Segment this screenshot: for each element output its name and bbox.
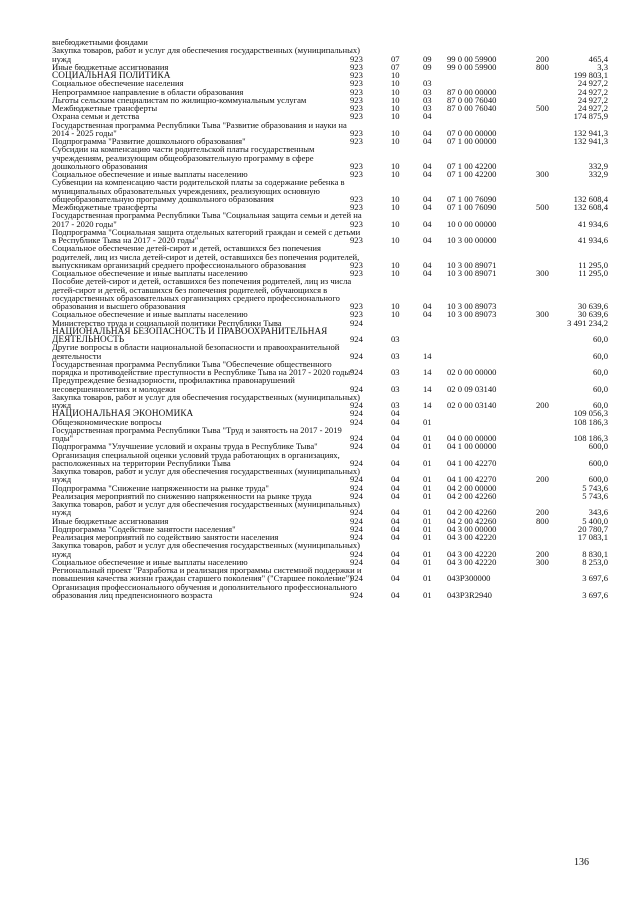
row-name: Иные бюджетные ассигнования bbox=[52, 515, 169, 526]
row-name: Закупка товаров, работ и услуг для обеспечения государственных (муниципальных) нужд bbox=[52, 540, 360, 559]
ministry-code: 923 bbox=[350, 111, 363, 122]
row-amount: 60,0 bbox=[592, 334, 608, 344]
target-article-code: 04 2 00 42260 bbox=[447, 490, 497, 501]
subsection-code: 14 bbox=[423, 367, 432, 377]
ministry-code: 924 bbox=[350, 507, 363, 518]
ministry-code: 923 bbox=[350, 218, 363, 229]
row-amount: 60,0 bbox=[592, 383, 608, 394]
ministry-code: 923 bbox=[350, 70, 363, 80]
target-article-code: 07 1 00 76090 bbox=[447, 202, 497, 212]
ministry-code: 923 bbox=[350, 169, 363, 179]
section-code: 10 bbox=[391, 235, 400, 245]
ministry-code: 923 bbox=[350, 202, 363, 212]
target-article-code: 04 1 00 00000 bbox=[447, 441, 497, 452]
row-amount: 5 743,6 bbox=[582, 490, 608, 501]
target-article-code: 04 2 00 42260 bbox=[447, 507, 497, 518]
ministry-code: 923 bbox=[350, 301, 363, 311]
target-article-code: 04 1 00 42270 bbox=[447, 457, 497, 468]
row-name: Субсидии на компенсацию части родительской платы государственным учреждениям, реализующим общеобразовательную программу в сфере дошкольного образования bbox=[52, 144, 315, 171]
row-amount: 60,0 bbox=[592, 350, 608, 361]
expense-type-code: 200 bbox=[536, 53, 549, 64]
section-code: 04 bbox=[391, 589, 400, 600]
section-code: 03 bbox=[391, 367, 400, 377]
target-article-code: 10 3 00 89073 bbox=[447, 301, 497, 311]
table-row bbox=[0, 211, 640, 228]
target-article-code: 10 3 00 89073 bbox=[447, 309, 497, 320]
expense-type-code: 800 bbox=[536, 61, 549, 72]
row-name: Государственная программа Республики Тыва "Социальная защита семьи и детей на 2017 - 2020 годы" bbox=[52, 210, 362, 229]
target-article-code: 07 0 00 00000 bbox=[447, 127, 497, 138]
row-amount: 17 083,1 bbox=[577, 532, 608, 542]
subsection-code: 03 bbox=[423, 103, 432, 113]
section-code: 04 bbox=[391, 457, 400, 468]
section-code: 10 bbox=[391, 94, 400, 105]
ministry-code: 924 bbox=[350, 408, 363, 419]
target-article-code: 07 1 00 42200 bbox=[447, 160, 497, 171]
ministry-code: 923 bbox=[350, 127, 363, 138]
target-article-code: 99 0 00 59900 bbox=[447, 61, 497, 72]
ministry-code: 924 bbox=[350, 523, 363, 534]
row-amount: 343,6 bbox=[588, 507, 608, 518]
table-row bbox=[0, 228, 640, 245]
row-amount: 24 927,2 bbox=[577, 86, 608, 97]
section-code: 07 bbox=[391, 61, 400, 72]
subsection-code: 04 bbox=[423, 193, 432, 204]
row-name: Социальное обеспечение и иные выплаты населению bbox=[52, 556, 248, 567]
target-article-code: 04 0 00 00000 bbox=[447, 433, 497, 443]
row-amount: 3,3 bbox=[597, 61, 608, 72]
target-article-code: 10 0 00 00000 bbox=[447, 218, 497, 229]
table-row bbox=[0, 500, 640, 517]
ministry-code: 924 bbox=[350, 573, 363, 584]
ministry-code: 924 bbox=[350, 367, 363, 377]
subsection-code: 03 bbox=[423, 86, 432, 97]
table-row bbox=[0, 145, 640, 170]
section-code: 04 bbox=[391, 515, 400, 526]
subsection-code: 01 bbox=[423, 416, 432, 427]
row-amount: 3 491 234,2 bbox=[567, 317, 608, 328]
row-amount: 3 697,6 bbox=[582, 589, 608, 600]
row-name: Другие вопросы в области национальной безопасности и правоохранительной деятельности bbox=[52, 342, 340, 361]
table-row bbox=[0, 343, 640, 360]
section-code: 10 bbox=[391, 202, 400, 212]
ministry-code: 923 bbox=[350, 235, 363, 245]
row-amount: 465,4 bbox=[588, 53, 608, 64]
row-amount: 199 803,1 bbox=[573, 70, 608, 80]
row-name: Льготы сельским специалистам по жилищно-коммунальным услугам bbox=[52, 94, 307, 105]
row-name: Подпрограмма "Улучшение условий и охраны труда в Республике Тыва" bbox=[52, 441, 318, 452]
section-code: 04 bbox=[391, 523, 400, 534]
target-article-code: 02 0 09 03140 bbox=[447, 383, 497, 394]
expense-type-code: 200 bbox=[536, 548, 549, 559]
expense-type-code: 200 bbox=[536, 507, 549, 518]
row-amount: 5 400,0 bbox=[582, 515, 608, 526]
section-code: 10 bbox=[391, 78, 400, 89]
subsection-code: 04 bbox=[423, 111, 432, 122]
subsection-code: 09 bbox=[423, 53, 432, 64]
row-name: Охрана семьи и детства bbox=[52, 111, 140, 122]
ministry-code: 924 bbox=[350, 457, 363, 468]
ministry-code: 924 bbox=[350, 532, 363, 542]
row-amount: 8 830,1 bbox=[582, 548, 608, 559]
row-amount: 24 927,2 bbox=[577, 78, 608, 89]
row-name: Общеэкономические вопросы bbox=[52, 416, 162, 427]
row-amount: 600,0 bbox=[588, 441, 608, 452]
row-amount: 132 941,3 bbox=[573, 127, 608, 138]
section-code: 10 bbox=[391, 127, 400, 138]
section-code: 10 bbox=[391, 160, 400, 171]
section-code: 03 bbox=[391, 383, 400, 394]
expense-type-code: 300 bbox=[536, 556, 549, 567]
subsection-code: 01 bbox=[423, 573, 432, 584]
row-amount: 132 608,4 bbox=[573, 193, 608, 204]
section-code: 10 bbox=[391, 169, 400, 179]
section-code: 04 bbox=[391, 416, 400, 427]
row-amount: 174 875,9 bbox=[573, 111, 608, 122]
subsection-code: 01 bbox=[423, 507, 432, 518]
section-code: 10 bbox=[391, 259, 400, 270]
row-amount: 24 927,2 bbox=[577, 103, 608, 113]
row-name: Подпрограмма "Социальная защита отдельных категорий граждан и семей с детьми в Республике Тыва на 2017 - 2020 годы" bbox=[52, 226, 361, 245]
target-article-code: 99 0 00 59900 bbox=[447, 53, 497, 64]
subsection-code: 01 bbox=[423, 474, 432, 485]
subsection-code: 14 bbox=[423, 383, 432, 394]
subsection-code: 14 bbox=[423, 400, 432, 410]
row-amount: 41 934,6 bbox=[577, 235, 608, 245]
section-code: 10 bbox=[391, 86, 400, 97]
row-amount: 30 639,6 bbox=[577, 309, 608, 320]
target-article-code: 07 1 00 42200 bbox=[447, 169, 497, 179]
expense-type-code: 300 bbox=[536, 268, 549, 278]
subsection-code: 04 bbox=[423, 202, 432, 212]
ministry-code: 924 bbox=[350, 441, 363, 452]
section-code: 04 bbox=[391, 408, 400, 419]
target-article-code: 10 3 00 00000 bbox=[447, 235, 497, 245]
row-amount: 20 780,7 bbox=[577, 523, 608, 534]
target-article-code: 04 3 00 00000 bbox=[447, 523, 497, 534]
expense-type-code: 200 bbox=[536, 474, 549, 485]
table-row bbox=[0, 178, 640, 203]
target-article-code: 02 0 00 03140 bbox=[447, 400, 497, 410]
target-article-code: 02 0 00 00000 bbox=[447, 367, 497, 377]
expense-type-code: 500 bbox=[536, 103, 549, 113]
subsection-code: 03 bbox=[423, 78, 432, 89]
section-code: 10 bbox=[391, 193, 400, 204]
subsection-code: 01 bbox=[423, 441, 432, 452]
subsection-code: 01 bbox=[423, 433, 432, 443]
row-name: внебюджетными фондами bbox=[52, 37, 148, 47]
ministry-code: 924 bbox=[350, 515, 363, 526]
page-number: 136 bbox=[574, 857, 589, 868]
subsection-code: 01 bbox=[423, 556, 432, 567]
expense-type-code: 800 bbox=[536, 515, 549, 526]
ministry-code: 924 bbox=[350, 548, 363, 559]
ministry-code: 923 bbox=[350, 94, 363, 105]
section-code: 04 bbox=[391, 482, 400, 493]
subsection-code: 01 bbox=[423, 482, 432, 493]
section-code: 04 bbox=[391, 556, 400, 567]
section-code: 10 bbox=[391, 111, 400, 122]
subsection-code: 04 bbox=[423, 259, 432, 270]
section-code: 04 bbox=[391, 573, 400, 584]
section-code: 10 bbox=[391, 218, 400, 229]
table-row bbox=[0, 121, 640, 138]
row-name: Государственная программа Республики Тыва "Труд и занятость на 2017 - 2019 годы" bbox=[52, 424, 342, 443]
row-amount: 5 743,6 bbox=[582, 482, 608, 493]
subsection-code: 03 bbox=[423, 94, 432, 105]
row-amount: 11 295,0 bbox=[578, 268, 608, 278]
subsection-code: 04 bbox=[423, 301, 432, 311]
table-row bbox=[0, 244, 640, 269]
section-code: 04 bbox=[391, 548, 400, 559]
row-name: Подпрограмма "Содействие занятости населения" bbox=[52, 523, 236, 534]
table-row bbox=[0, 277, 640, 310]
target-article-code: 07 1 00 00000 bbox=[447, 136, 497, 146]
row-amount: 41 934,6 bbox=[577, 218, 608, 229]
row-name: Закупка товаров, работ и услуг для обеспечения государственных (муниципальных) нужд bbox=[52, 391, 360, 410]
ministry-code: 923 bbox=[350, 193, 363, 204]
ministry-code: 923 bbox=[350, 160, 363, 171]
row-amount: 8 253,0 bbox=[582, 556, 608, 567]
budget-table bbox=[0, 38, 640, 599]
row-name: Региональный проект "Разработка и реализация программы системной поддержки и повышения качества жизни граждан старшего поколения" ("Старшее поколение") bbox=[52, 565, 362, 584]
table-row bbox=[0, 541, 640, 558]
ministry-code: 924 bbox=[350, 383, 363, 394]
table-row bbox=[0, 467, 640, 484]
row-name: Социальное обеспечение и иные выплаты населению bbox=[52, 169, 248, 179]
subsection-code: 04 bbox=[423, 169, 432, 179]
row-name: Государственная программа Республики Тыва "Обеспечение общественного порядка и противодействие преступности в Республике Тыва на 2017 - 2020 годы" bbox=[52, 358, 354, 377]
subsection-code: 04 bbox=[423, 127, 432, 138]
row-name: Социальное обеспечение и иные выплаты населению bbox=[52, 268, 248, 278]
expense-type-code: 300 bbox=[536, 169, 549, 179]
row-name: Социальное обеспечение детей-сирот и детей, оставшихся без попечения родителей, лиц из числа детей-сирот и детей, оставшихся без попечения родителей, выпускникам организаций среднего профессионального образования bbox=[52, 243, 360, 270]
row-name: Социальное обеспечение и иные выплаты населению bbox=[52, 309, 248, 320]
subsection-code: 14 bbox=[423, 350, 432, 361]
ministry-code: 924 bbox=[350, 317, 363, 328]
expense-type-code: 200 bbox=[536, 400, 549, 410]
row-amount: 600,0 bbox=[588, 474, 608, 485]
subsection-code: 01 bbox=[423, 515, 432, 526]
row-amount: 60,0 bbox=[592, 400, 608, 410]
subsection-code: 01 bbox=[423, 457, 432, 468]
section-code: 03 bbox=[391, 350, 400, 361]
ministry-code: 923 bbox=[350, 86, 363, 97]
row-name: Закупка товаров, работ и услуг для обеспечения государственных (муниципальных) нужд bbox=[52, 466, 360, 485]
ministry-code: 923 bbox=[350, 268, 363, 278]
row-name: Государственная программа Республики Тыва "Развитие образования и науки на 2014 - 2025 годы" bbox=[52, 119, 347, 138]
table-row bbox=[0, 566, 640, 583]
row-name: НАЦИОНАЛЬНАЯ ЭКОНОМИКА bbox=[52, 408, 194, 419]
table-row bbox=[0, 451, 640, 468]
ministry-code: 924 bbox=[350, 433, 363, 443]
section-code: 03 bbox=[391, 334, 400, 344]
ministry-code: 924 bbox=[350, 490, 363, 501]
row-name: Реализация мероприятий по содействию занятости населения bbox=[52, 532, 279, 542]
row-amount: 600,0 bbox=[588, 457, 608, 468]
row-amount: 132 608,4 bbox=[573, 202, 608, 212]
row-name: Предупреждение безнадзорности, профилактика правонарушений несовершеннолетних и молодежи bbox=[52, 375, 295, 394]
row-name: СОЦИАЛЬНАЯ ПОЛИТИКА bbox=[52, 70, 171, 80]
ministry-code: 923 bbox=[350, 259, 363, 270]
table-row bbox=[0, 360, 640, 377]
row-name: Межбюджетные трансферты bbox=[52, 103, 158, 113]
row-name: Организация профессионального обучения и дополнительного профессионального образования лиц предпенсионного возраста bbox=[52, 581, 357, 600]
subsection-code: 04 bbox=[423, 136, 432, 146]
row-amount: 109 056,3 bbox=[573, 408, 608, 419]
target-article-code: 04 3 00 42220 bbox=[447, 548, 497, 559]
row-amount: 24 927,2 bbox=[577, 94, 608, 105]
section-code: 04 bbox=[391, 433, 400, 443]
row-name: Иные бюджетные ассигнования bbox=[52, 61, 169, 72]
row-name: Межбюджетные трансферты bbox=[52, 202, 158, 212]
row-name: Закупка товаров, работ и услуг для обеспечения государственных (муниципальных) нужд bbox=[52, 45, 360, 64]
ministry-code: 924 bbox=[350, 589, 363, 600]
row-name: Реализация мероприятий по снижению напряженности на рынке труда bbox=[52, 490, 312, 501]
section-code: 04 bbox=[391, 532, 400, 542]
subsection-code: 01 bbox=[423, 589, 432, 600]
section-code: 10 bbox=[391, 70, 400, 80]
row-amount: 30 639,6 bbox=[577, 301, 608, 311]
ministry-code: 923 bbox=[350, 309, 363, 320]
section-code: 04 bbox=[391, 490, 400, 501]
target-article-code: 10 3 00 89071 bbox=[447, 268, 497, 278]
ministry-code: 923 bbox=[350, 78, 363, 89]
row-name: Подпрограмма "Развитие дошкольного образования" bbox=[52, 136, 246, 146]
expense-type-code: 500 bbox=[536, 202, 549, 212]
target-article-code: 04 3 00 42220 bbox=[447, 532, 497, 542]
row-amount: 108 186,3 bbox=[573, 416, 608, 427]
ministry-code: 924 bbox=[350, 334, 363, 344]
row-name: Подпрограмма "Снижение напряженности на рынке труда" bbox=[52, 482, 269, 493]
ministry-code: 924 bbox=[350, 482, 363, 493]
row-name: Министерство труда и социальной политики Республики Тыва bbox=[52, 317, 282, 328]
section-code: 10 bbox=[391, 301, 400, 311]
row-name: Непрограммное направление в области образования bbox=[52, 86, 244, 97]
target-article-code: 87 0 00 76040 bbox=[447, 94, 497, 105]
ministry-code: 923 bbox=[350, 61, 363, 72]
row-name: НАЦИОНАЛЬНАЯ БЕЗОПАСНОСТЬ И ПРАВООХРАНИТЕЛЬНАЯ ДЕЯТЕЛЬНОСТЬ bbox=[52, 325, 328, 344]
subsection-code: 01 bbox=[423, 532, 432, 542]
row-amount: 332,9 bbox=[588, 169, 608, 179]
row-name: Субвенции на компенсацию части родительской платы за содержание ребенка в муниципальных образовательных учреждениях, реализующих основную общеобразовательную программу дошкольного образования bbox=[52, 177, 345, 204]
subsection-code: 01 bbox=[423, 548, 432, 559]
row-name: Организация специальной оценки условий труда работающих в организациях, расположенных на территории Республики Тыва bbox=[52, 449, 340, 468]
target-article-code: 07 1 00 76090 bbox=[447, 193, 497, 204]
target-article-code: 04 1 00 42270 bbox=[447, 474, 497, 485]
row-amount: 132 941,3 bbox=[573, 136, 608, 146]
target-article-code: 043P3R2940 bbox=[447, 589, 492, 600]
row-name: Закупка товаров, работ и услуг для обеспечения государственных (муниципальных) нужд bbox=[52, 499, 360, 518]
table-row bbox=[0, 393, 640, 410]
table-row bbox=[0, 583, 640, 600]
ministry-code: 924 bbox=[350, 400, 363, 410]
subsection-code: 01 bbox=[423, 490, 432, 501]
ministry-code: 924 bbox=[350, 474, 363, 485]
section-code: 10 bbox=[391, 103, 400, 113]
row-amount: 3 697,6 bbox=[582, 573, 608, 584]
subsection-code: 09 bbox=[423, 61, 432, 72]
ministry-code: 923 bbox=[350, 136, 363, 146]
target-article-code: 04 3 00 42220 bbox=[447, 556, 497, 567]
row-amount: 60,0 bbox=[592, 367, 608, 377]
target-article-code: 04 2 00 00000 bbox=[447, 482, 497, 493]
section-code: 04 bbox=[391, 507, 400, 518]
section-code: 04 bbox=[391, 441, 400, 452]
row-name: Социальное обеспечение населения bbox=[52, 78, 184, 89]
subsection-code: 04 bbox=[423, 268, 432, 278]
section-code: 04 bbox=[391, 474, 400, 485]
row-name: Пособие детей-сирот и детей, оставшихся без попечения родителей, лиц из числа детей-сирот и детей, оставшихся без попечения родителей, обучающихся в государственных образовательных организациях среднего профессионального образования и высшего образования bbox=[52, 276, 352, 311]
subsection-code: 04 bbox=[423, 309, 432, 320]
ministry-code: 923 bbox=[350, 53, 363, 64]
target-article-code: 87 0 00 00000 bbox=[447, 86, 497, 97]
target-article-code: 87 0 00 76040 bbox=[447, 103, 497, 113]
subsection-code: 04 bbox=[423, 218, 432, 229]
subsection-code: 04 bbox=[423, 235, 432, 245]
table-row bbox=[0, 376, 640, 393]
row-amount: 11 295,0 bbox=[578, 259, 608, 270]
target-article-code: 04 2 00 42260 bbox=[447, 515, 497, 526]
section-code: 10 bbox=[391, 309, 400, 320]
target-article-code: 043P300000 bbox=[447, 573, 491, 584]
row-amount: 108 186,3 bbox=[573, 433, 608, 443]
section-code: 10 bbox=[391, 268, 400, 278]
section-code: 03 bbox=[391, 400, 400, 410]
table-row bbox=[0, 46, 640, 63]
table-row bbox=[0, 426, 640, 443]
section-code: 10 bbox=[391, 136, 400, 146]
subsection-code: 01 bbox=[423, 523, 432, 534]
subsection-code: 04 bbox=[423, 160, 432, 171]
ministry-code: 924 bbox=[350, 416, 363, 427]
ministry-code: 924 bbox=[350, 556, 363, 567]
ministry-code: 923 bbox=[350, 103, 363, 113]
row-amount: 332,9 bbox=[588, 160, 608, 171]
section-code: 07 bbox=[391, 53, 400, 64]
expense-type-code: 300 bbox=[536, 309, 549, 320]
target-article-code: 10 3 00 89071 bbox=[447, 259, 497, 270]
ministry-code: 924 bbox=[350, 350, 363, 361]
table-row bbox=[0, 327, 640, 344]
